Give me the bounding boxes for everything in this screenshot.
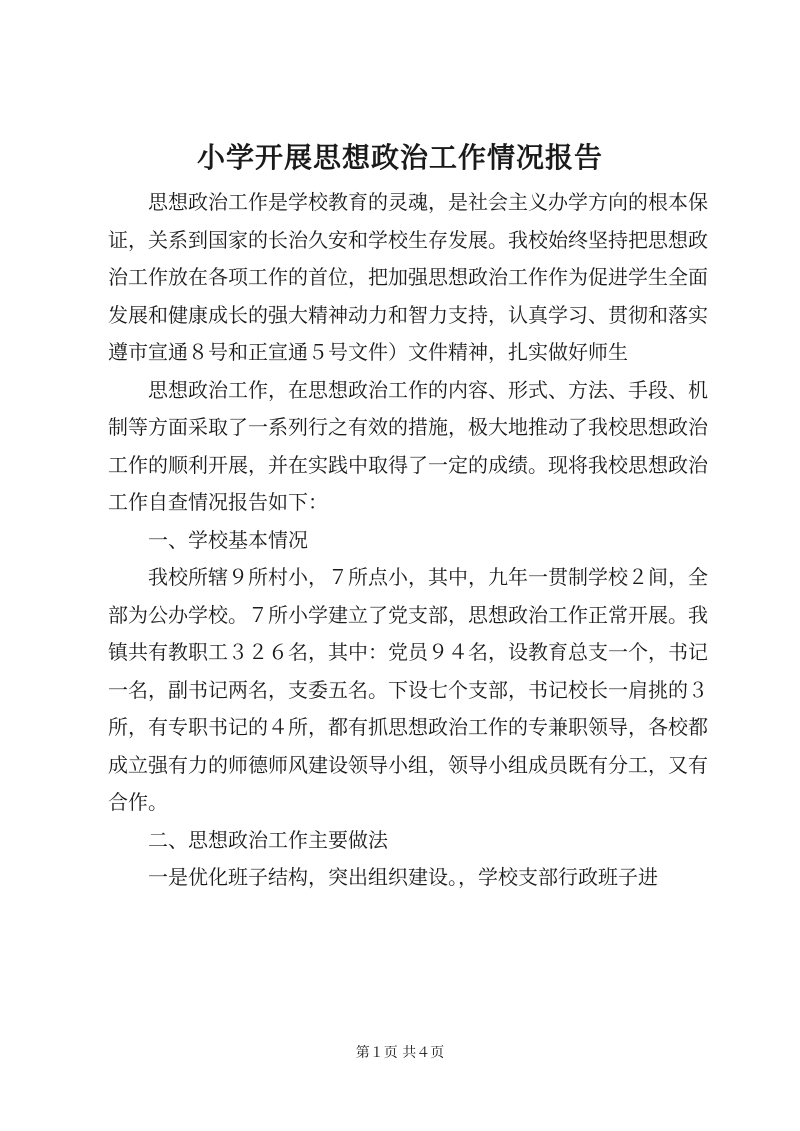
paragraph-intro: 思想政治工作是学校教育的灵魂，是社会主义办学方向的根本保证，关系到国家的长治久安和学校生存发展。我校始终坚持把思想政治工作放在各项工作的首位，把加强思想政治工作作为促进学生全面发展和健康成长的强大精神动力和智力支持，认真学习、贯彻和落实遵市宣通８号和正宣通５号文件）文件精神，扎实做好师生 [108,190,708,364]
paragraph-measures: 思想政治工作，在思想政治工作的内容、形式、方法、手段、机制等方面采取了一系列行之有效的措施，极大地推动了我校思想政治工作的顺利开展，并在实践中取得了一定的成绩。现将我校思想政治工作自查情况报告如下： [108,377,708,514]
paragraph-practice-one: 一是优化班子结构，突出组织建设。，学校支部行政班子进 [148,865,658,889]
paragraph-basic-info: 我校所辖９所村小，７所点小，其中，九年一贯制学校２间，全部为公办学校。７所小学建立了党支部，思想政治工作正常开展。我镇共有教职工３２６名，其中：党员９４名，设教育总支一个，书记一名，副书记两名，支委五名。下设七个支部，书记校长一肩挑的３所，有专职书记的４所，都有抓思想政治工作的专兼职领导，各校都成立强有力的师德师风建设领导小组，领导小组成员既有分工，又有合作。 [108,565,708,814]
document-title: 小学开展思想政治工作情况报告 [196,141,603,174]
section-heading-basic-info: 一、学校基本情况 [148,527,308,552]
section-heading-main-practices: 二、思想政治工作主要做法 [148,827,388,852]
page-number-footer: 第１页 共４页 [355,1045,445,1061]
document-body [108,184,708,897]
